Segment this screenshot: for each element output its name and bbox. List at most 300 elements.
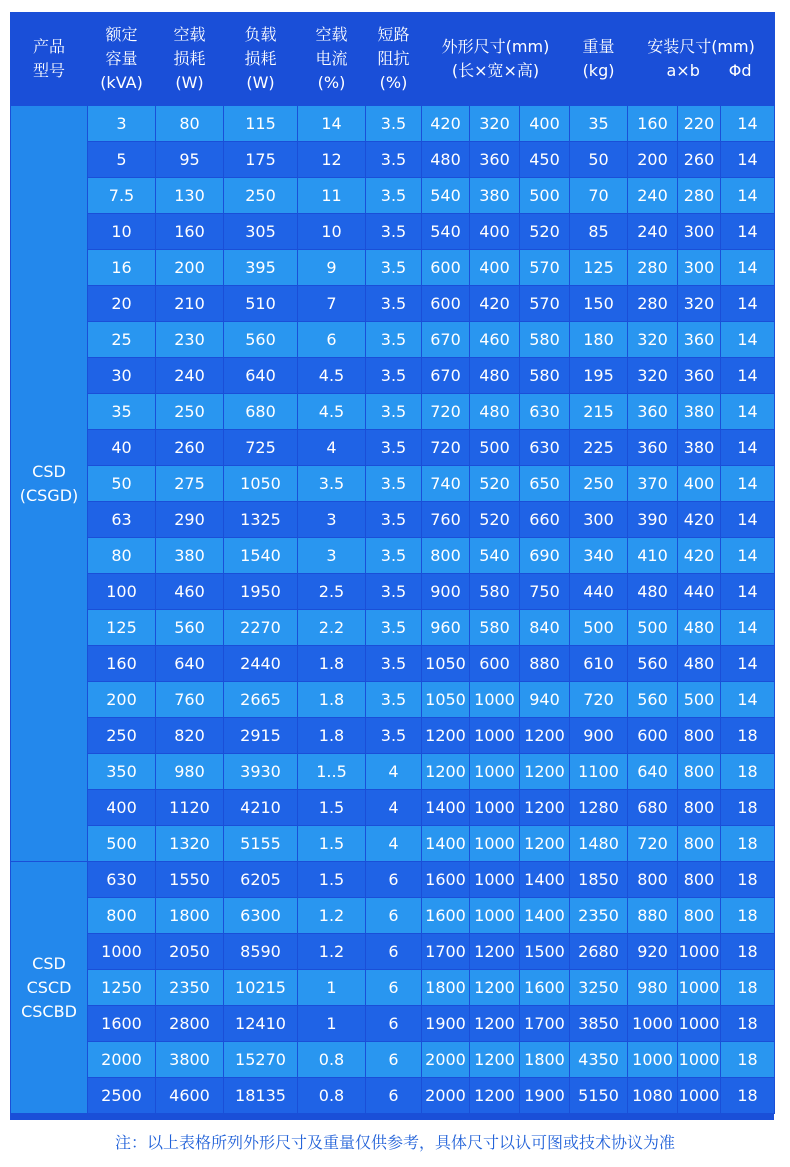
table-cell: 220 — [678, 106, 721, 142]
table-cell: 630 — [520, 430, 570, 466]
table-cell: 1000 — [628, 1042, 678, 1078]
table-cell: 14 — [721, 538, 775, 574]
table-cell: 3.5 — [366, 178, 422, 214]
header-install: 安装尺寸(mm) a×b Φd — [628, 13, 775, 106]
table-cell: 1800 — [156, 898, 224, 934]
table-cell: 1120 — [156, 790, 224, 826]
table-cell: 260 — [156, 430, 224, 466]
table-cell: 3930 — [224, 754, 298, 790]
table-cell: 280 — [678, 178, 721, 214]
table-cell: 1700 — [422, 934, 470, 970]
table-cell: 1.5 — [298, 790, 366, 826]
table-cell: 380 — [678, 394, 721, 430]
table-cell: 610 — [570, 646, 628, 682]
table-cell: 1100 — [570, 754, 628, 790]
table-cell: 1400 — [422, 826, 470, 862]
table-cell: 360 — [678, 322, 721, 358]
table-cell: 240 — [156, 358, 224, 394]
table-cell: 580 — [520, 322, 570, 358]
table-cell: 300 — [570, 502, 628, 538]
table-cell: 275 — [156, 466, 224, 502]
table-cell: 420 — [422, 106, 470, 142]
table-cell: 3800 — [156, 1042, 224, 1078]
table-row — [11, 250, 775, 286]
table-cell: 1..5 — [298, 754, 366, 790]
table-cell: 2440 — [224, 646, 298, 682]
table-cell: 40 — [88, 430, 156, 466]
table-cell: 4 — [366, 790, 422, 826]
table-cell: 630 — [520, 394, 570, 430]
table-cell: 670 — [422, 322, 470, 358]
table-cell: 14 — [721, 502, 775, 538]
table-cell: 18 — [721, 898, 775, 934]
table-cell: 210 — [156, 286, 224, 322]
table-cell: 14 — [721, 178, 775, 214]
table-cell: 1000 — [470, 790, 520, 826]
table-cell: 570 — [520, 286, 570, 322]
table-cell: 10 — [88, 214, 156, 250]
table-cell: 380 — [470, 178, 520, 214]
table-cell: 760 — [422, 502, 470, 538]
table-cell: 900 — [570, 718, 628, 754]
table-cell: 500 — [520, 178, 570, 214]
table-cell: 740 — [422, 466, 470, 502]
table-cell: 3.5 — [366, 430, 422, 466]
table-cell: 3.5 — [366, 106, 422, 142]
table-cell: 1550 — [156, 862, 224, 898]
table-cell: 480 — [422, 142, 470, 178]
table-cell: 1400 — [422, 790, 470, 826]
table-cell: 6 — [366, 970, 422, 1006]
table-cell: 18 — [721, 1006, 775, 1042]
header-capacity: 额定 容量 (kVA) — [88, 13, 156, 106]
table-cell: 20 — [88, 286, 156, 322]
table-cell: 1250 — [88, 970, 156, 1006]
table-cell: 800 — [88, 898, 156, 934]
table-cell: 600 — [422, 286, 470, 322]
table-cell: 225 — [570, 430, 628, 466]
table-cell: 560 — [156, 610, 224, 646]
table-cell: 1200 — [470, 1006, 520, 1042]
table-cell: 460 — [156, 574, 224, 610]
table-cell: 410 — [628, 538, 678, 574]
table-cell: 14 — [721, 106, 775, 142]
table-cell: 1.2 — [298, 934, 366, 970]
table-cell: 1 — [298, 970, 366, 1006]
table-cell: 4.5 — [298, 394, 366, 430]
table-row — [11, 826, 775, 862]
table-cell: 500 — [628, 610, 678, 646]
table-cell: 1000 — [678, 1078, 721, 1114]
header-impedance: 短路 阻抗 (%) — [366, 13, 422, 106]
table-cell: 2350 — [156, 970, 224, 1006]
table-cell: 6 — [366, 1006, 422, 1042]
table-cell: 720 — [422, 394, 470, 430]
table-cell: 980 — [628, 970, 678, 1006]
table-cell: 12 — [298, 142, 366, 178]
table-cell: 3.5 — [366, 610, 422, 646]
table-cell: 14 — [721, 574, 775, 610]
table-cell: 750 — [520, 574, 570, 610]
table-cell: 3850 — [570, 1006, 628, 1042]
table-cell: 980 — [156, 754, 224, 790]
table-cell: 4600 — [156, 1078, 224, 1114]
table-cell: 390 — [628, 502, 678, 538]
table-cell: 320 — [628, 358, 678, 394]
table-cell: 900 — [422, 574, 470, 610]
table-cell: 680 — [628, 790, 678, 826]
table-cell: 3.5 — [366, 718, 422, 754]
table-cell: 1000 — [470, 682, 520, 718]
table-cell: 1280 — [570, 790, 628, 826]
table-cell: 9 — [298, 250, 366, 286]
table-cell: 720 — [628, 826, 678, 862]
table-cell: 720 — [570, 682, 628, 718]
table-row — [11, 862, 775, 898]
table-cell: 175 — [224, 142, 298, 178]
table-cell: 500 — [88, 826, 156, 862]
table-cell: 14 — [721, 142, 775, 178]
table-cell: 2270 — [224, 610, 298, 646]
table-cell: 800 — [678, 898, 721, 934]
table-cell: 18 — [721, 754, 775, 790]
table-cell: 1600 — [422, 862, 470, 898]
table-cell: 14 — [721, 466, 775, 502]
table-cell: 6 — [366, 898, 422, 934]
table-cell: 1325 — [224, 502, 298, 538]
table-cell: 1200 — [520, 754, 570, 790]
table-cell: 960 — [422, 610, 470, 646]
table-cell: 18 — [721, 1042, 775, 1078]
table-cell: 1050 — [422, 646, 470, 682]
table-cell: 1.8 — [298, 682, 366, 718]
table-cell: 80 — [88, 538, 156, 574]
table-cell: 1900 — [520, 1078, 570, 1114]
table-cell: 240 — [628, 178, 678, 214]
table-cell: 18135 — [224, 1078, 298, 1114]
table-cell: 2350 — [570, 898, 628, 934]
table-cell: 6 — [298, 322, 366, 358]
table-cell: 35 — [88, 394, 156, 430]
table-cell: 395 — [224, 250, 298, 286]
table-cell: 600 — [422, 250, 470, 286]
table-cell: 3 — [298, 538, 366, 574]
table-cell: 400 — [470, 214, 520, 250]
table-cell: 35 — [570, 106, 628, 142]
table-cell: 560 — [628, 682, 678, 718]
table-cell: 3.5 — [366, 286, 422, 322]
table-cell: 280 — [628, 250, 678, 286]
table-cell: 200 — [156, 250, 224, 286]
table-cell: 250 — [88, 718, 156, 754]
table-cell: 1000 — [470, 718, 520, 754]
table-cell: 720 — [422, 430, 470, 466]
table-cell: 63 — [88, 502, 156, 538]
table-cell: 2800 — [156, 1006, 224, 1042]
table-row — [11, 1042, 775, 1078]
table-cell: 14 — [721, 682, 775, 718]
table-cell: 400 — [678, 466, 721, 502]
table-cell: 150 — [570, 286, 628, 322]
table-cell: 14 — [721, 430, 775, 466]
table-cell: 3250 — [570, 970, 628, 1006]
table-cell: 11 — [298, 178, 366, 214]
table-cell: 560 — [224, 322, 298, 358]
table-cell: 670 — [422, 358, 470, 394]
table-row — [11, 934, 775, 970]
table-row — [11, 322, 775, 358]
table-cell: 5150 — [570, 1078, 628, 1114]
table-cell: 580 — [470, 610, 520, 646]
table-cell: 3 — [88, 106, 156, 142]
table-cell: 1200 — [520, 790, 570, 826]
table-cell: 240 — [628, 214, 678, 250]
table-row — [11, 1078, 775, 1114]
table-cell: 160 — [88, 646, 156, 682]
table-cell: 3.5 — [366, 394, 422, 430]
table-cell: 940 — [520, 682, 570, 718]
table-cell: 1000 — [470, 826, 520, 862]
table-cell: 320 — [678, 286, 721, 322]
table-cell: 2000 — [422, 1078, 470, 1114]
table-cell: 800 — [422, 538, 470, 574]
table-row — [11, 682, 775, 718]
header-model: 产品 型号 — [11, 13, 88, 106]
table-cell: 1200 — [422, 754, 470, 790]
table-cell: 360 — [678, 358, 721, 394]
table-row — [11, 970, 775, 1006]
table-cell: 4350 — [570, 1042, 628, 1078]
table-cell: 18 — [721, 790, 775, 826]
table-cell: 360 — [470, 142, 520, 178]
table-cell: 50 — [88, 466, 156, 502]
table-cell: 7 — [298, 286, 366, 322]
table-cell: 540 — [470, 538, 520, 574]
table-row — [11, 502, 775, 538]
table-cell: 10 — [298, 214, 366, 250]
table-cell: 660 — [520, 502, 570, 538]
table-row — [11, 610, 775, 646]
table-cell: 14 — [721, 394, 775, 430]
table-cell: 1.5 — [298, 826, 366, 862]
table-cell: 3.5 — [366, 358, 422, 394]
table-cell: 370 — [628, 466, 678, 502]
table-row — [11, 430, 775, 466]
table-cell: 340 — [570, 538, 628, 574]
table-cell: 1200 — [470, 1078, 520, 1114]
table-cell: 2680 — [570, 934, 628, 970]
table-cell: 3.5 — [366, 466, 422, 502]
table-cell: 50 — [570, 142, 628, 178]
table-row — [11, 574, 775, 610]
table-cell: 420 — [678, 538, 721, 574]
table-cell: 14 — [721, 358, 775, 394]
table-cell: 1200 — [520, 826, 570, 862]
table-cell: 4 — [298, 430, 366, 466]
table-cell: 4 — [366, 754, 422, 790]
table-cell: 3.5 — [366, 574, 422, 610]
table-cell: 280 — [628, 286, 678, 322]
table-cell: 6 — [366, 1078, 422, 1114]
table-cell: 800 — [678, 754, 721, 790]
table-row — [11, 286, 775, 322]
table-cell: 480 — [470, 394, 520, 430]
table-cell: 4210 — [224, 790, 298, 826]
table-cell: 500 — [470, 430, 520, 466]
table-row — [11, 106, 775, 142]
table-cell: 600 — [470, 646, 520, 682]
table-row — [11, 214, 775, 250]
table-cell: 18 — [721, 826, 775, 862]
table-cell: 2000 — [88, 1042, 156, 1078]
table-cell: 1800 — [422, 970, 470, 1006]
table-cell: 1600 — [88, 1006, 156, 1042]
table-cell: 6 — [366, 934, 422, 970]
model-group-label: CSD (CSGD) — [11, 106, 88, 862]
table-cell: 290 — [156, 502, 224, 538]
table-cell: 520 — [470, 502, 520, 538]
table-cell: 14 — [721, 250, 775, 286]
table-cell: 3.5 — [366, 682, 422, 718]
table-cell: 320 — [470, 106, 520, 142]
table-cell: 15270 — [224, 1042, 298, 1078]
table-cell: 440 — [570, 574, 628, 610]
table-cell: 4 — [366, 826, 422, 862]
table-cell: 690 — [520, 538, 570, 574]
table-cell: 25 — [88, 322, 156, 358]
table-cell: 2500 — [88, 1078, 156, 1114]
table-cell: 1000 — [470, 898, 520, 934]
table-cell: 1600 — [422, 898, 470, 934]
table-cell: 400 — [520, 106, 570, 142]
table-cell: 14 — [721, 286, 775, 322]
table-cell: 160 — [628, 106, 678, 142]
table-cell: 400 — [470, 250, 520, 286]
table-row — [11, 646, 775, 682]
table-cell: 510 — [224, 286, 298, 322]
table-cell: 250 — [570, 466, 628, 502]
table-cell: 200 — [628, 142, 678, 178]
table-cell: 2.5 — [298, 574, 366, 610]
table-cell: 1200 — [470, 934, 520, 970]
table-cell: 1700 — [520, 1006, 570, 1042]
table-cell: 18 — [721, 970, 775, 1006]
table-cell: 480 — [678, 610, 721, 646]
table-cell: 18 — [721, 718, 775, 754]
table-cell: 160 — [156, 214, 224, 250]
table-cell: 840 — [520, 610, 570, 646]
table-cell: 1000 — [628, 1006, 678, 1042]
table-cell: 1000 — [678, 1042, 721, 1078]
table-cell: 920 — [628, 934, 678, 970]
table-cell: 3.5 — [298, 466, 366, 502]
table-body — [11, 106, 775, 1114]
table-cell: 1400 — [520, 862, 570, 898]
table-cell: 560 — [628, 646, 678, 682]
table-cell: 1000 — [470, 862, 520, 898]
table-cell: 640 — [628, 754, 678, 790]
table-row — [11, 1006, 775, 1042]
table-row — [11, 754, 775, 790]
table-row — [11, 898, 775, 934]
table-cell: 1 — [298, 1006, 366, 1042]
header-noload-loss: 空载 损耗 (W) — [156, 13, 224, 106]
table-row — [11, 790, 775, 826]
table-cell: 1200 — [470, 1042, 520, 1078]
table-cell: 180 — [570, 322, 628, 358]
table-cell: 820 — [156, 718, 224, 754]
table-cell: 640 — [224, 358, 298, 394]
table-cell: 1540 — [224, 538, 298, 574]
table-cell: 100 — [88, 574, 156, 610]
table-cell: 8590 — [224, 934, 298, 970]
table-cell: 16 — [88, 250, 156, 286]
table-cell: 70 — [570, 178, 628, 214]
table-cell: 880 — [520, 646, 570, 682]
table-cell: 1320 — [156, 826, 224, 862]
table-cell: 1.8 — [298, 718, 366, 754]
table-cell: 130 — [156, 178, 224, 214]
table-cell: 10215 — [224, 970, 298, 1006]
table-row — [11, 178, 775, 214]
table-cell: 195 — [570, 358, 628, 394]
table-cell: 3.5 — [366, 502, 422, 538]
table-cell: 500 — [678, 682, 721, 718]
table-cell: 14 — [298, 106, 366, 142]
table-cell: 420 — [470, 286, 520, 322]
table-cell: 300 — [678, 214, 721, 250]
table-cell: 650 — [520, 466, 570, 502]
table-cell: 760 — [156, 682, 224, 718]
table-cell: 640 — [156, 646, 224, 682]
table-cell: 2000 — [422, 1042, 470, 1078]
transformer-spec-table — [10, 12, 775, 1114]
table-cell: 1400 — [520, 898, 570, 934]
table-cell: 1.8 — [298, 646, 366, 682]
table-cell: 580 — [470, 574, 520, 610]
table-cell: 380 — [156, 538, 224, 574]
table-cell: 230 — [156, 322, 224, 358]
table-cell: 5 — [88, 142, 156, 178]
table-row — [11, 142, 775, 178]
table-cell: 800 — [678, 862, 721, 898]
table-cell: 260 — [678, 142, 721, 178]
table-cell: 2.2 — [298, 610, 366, 646]
table-cell: 800 — [678, 718, 721, 754]
table-cell: 480 — [628, 574, 678, 610]
table-cell: 1000 — [678, 970, 721, 1006]
table-cell: 1950 — [224, 574, 298, 610]
table-cell: 85 — [570, 214, 628, 250]
table-cell: 6300 — [224, 898, 298, 934]
table-row — [11, 466, 775, 502]
table-row — [11, 718, 775, 754]
table-cell: 580 — [520, 358, 570, 394]
table-cell: 14 — [721, 322, 775, 358]
table-cell: 80 — [156, 106, 224, 142]
table-cell: 800 — [628, 862, 678, 898]
table-cell: 1.2 — [298, 898, 366, 934]
table-cell: 1050 — [422, 682, 470, 718]
table-cell: 500 — [570, 610, 628, 646]
table-cell: 3.5 — [366, 322, 422, 358]
table-row — [11, 538, 775, 574]
table-cell: 115 — [224, 106, 298, 142]
table-cell: 1080 — [628, 1078, 678, 1114]
table-cell: 480 — [678, 646, 721, 682]
header-weight: 重量 (kg) — [570, 13, 628, 106]
table-cell: 300 — [678, 250, 721, 286]
